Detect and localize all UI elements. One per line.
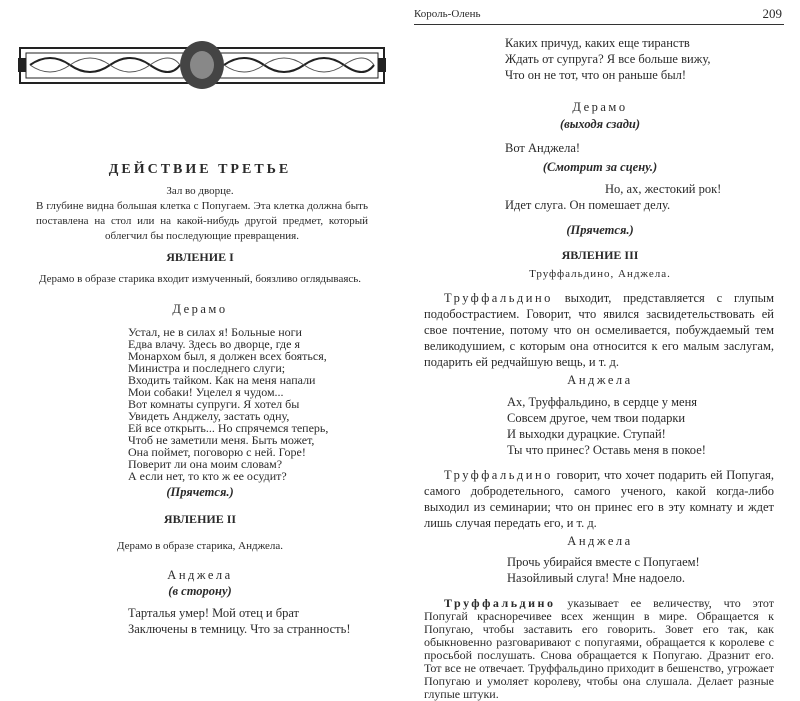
stage-direction: (выходя сзади) — [559, 117, 641, 131]
character-name: Труффальдино — [444, 291, 553, 305]
ornamental-headpiece-icon — [18, 38, 386, 93]
verse-line: И выходки дурацкие. Ступай! — [507, 427, 666, 441]
verse-line: Увидеть Анджелу, застать одну, — [128, 409, 290, 423]
speaker-angela: Анджела — [567, 373, 633, 387]
verse-line: Монархом был, я должен всех бояться, — [128, 349, 327, 363]
act-title: ДЕЙСТВИЕ ТРЕТЬЕ — [108, 162, 292, 177]
page-number: 209 — [762, 6, 782, 21]
speaker-angela: Анджела — [567, 534, 633, 548]
speaker-deramo: Дерамо — [572, 100, 628, 114]
verse-line: Что он не тот, что он раньше был! — [505, 68, 687, 82]
verse-block — [507, 394, 787, 458]
verse-line: Каких причуд, каких еще тиранств — [505, 36, 690, 50]
verse-line: Устал, не в силах я! Больные ноги — [128, 325, 302, 339]
stage-paragraph — [424, 290, 774, 370]
verse-line: Заключены в темницу. Что за странность! — [128, 622, 351, 636]
verse-line: Вот Анджела! — [505, 141, 581, 155]
verse-line: Поверит ли она моим словам? — [128, 457, 283, 471]
stage-direction: (Прячется.) — [566, 223, 634, 237]
scene-1-heading: ЯВЛЕНИЕ I — [166, 250, 234, 264]
character-name: Труффальдино — [444, 468, 553, 482]
setting-description: В глубине видна большая клетка с Попугаем. Эта клетка должна быть поставлена на стол или на какой-нибудь другой предмет, который облегчил бы последующие превращения. — [36, 200, 368, 242]
verse-line: Ах, Труффальдино, в сердце у меня — [507, 395, 698, 409]
paragraph-text: выходит, представляется с глупым подобострастием. Говорит, что явился засвидетельствовать ей свое почтение, потому что он осмеливается, побуждаемый тем великодушием, с которым она относится к его малым заслугам, подарить ей редчайшую вещь, и т. д. — [424, 291, 774, 369]
scene-3-direction: Труффальдино, Анджела. — [529, 268, 671, 280]
stage-paragraph — [424, 467, 774, 531]
verse-block — [505, 35, 785, 83]
left-page — [0, 0, 400, 638]
verse-line: Едва влачу. Здесь во дворце, где я — [128, 337, 300, 351]
scene-1-direction: Дерамо в образе старика входит измученный, боязливо оглядываясь. — [38, 273, 362, 285]
verse-line: Но, ах, жестокий рок! — [605, 182, 722, 196]
verse-line: Прочь убирайся вместе с Попугаем! — [507, 555, 700, 569]
right-page — [400, 0, 800, 701]
verse-line: Чтоб не заметили меня. Быть может, — [128, 433, 315, 447]
aside-direction: (в сторону) — [168, 584, 232, 598]
verse-line: Ты что принес? Оставь меня в покое! — [507, 443, 706, 457]
paragraph-text: указывает ее величеству, что этот Попугай красноречивее всех женщин в мире. Обращается к Попугаю, чтобы заставить его говорить. Зовет его так, как обыкновенно разговаривают с попугаями, обращается к королеве с просьбой послушать. Снова обращается к Попугаю. Дразнит его. Тот все не отвечает. Труффальдино приходит в бешенство, угрожает Попугаю и умоляет королеву, чтобы она слушала. Делает разные глупые штуки. — [424, 596, 774, 701]
verse-line: Она поймет, поговорю с ней. Горе! — [128, 445, 306, 459]
header-rule — [414, 24, 784, 25]
paragraph-text: говорит, что хочет подарить ей Попугая, самого добродетельного, самого ученого, какой когда-либо выходил из семинарии; что он принес его в эту комнату и ждет лишь случая передать его, и т. д. — [424, 468, 774, 530]
stage-direction: (Прячется.) — [166, 485, 234, 499]
verse-line: Назойливый слуга! Мне надоело. — [507, 571, 686, 585]
speaker-deramo: Дерамо — [172, 302, 228, 316]
speaker-angela: Анджела — [167, 568, 233, 582]
stage-paragraph — [424, 597, 774, 701]
running-head: Король-Олень — [414, 8, 481, 20]
verse-line: Ей все открыть... Но спрячемся теперь, — [128, 421, 329, 435]
verse-line: Мои собаки! Уцелел я чудом... — [128, 385, 284, 399]
verse-block — [507, 554, 787, 586]
scene-3-heading: ЯВЛЕНИЕ III — [561, 248, 639, 262]
scene-2-heading: ЯВЛЕНИЕ II — [163, 512, 237, 526]
verse-line: Идет слуга. Он помешает делу. — [505, 198, 671, 212]
verse-line: А если нет, то кто ж ее осудит? — [128, 469, 287, 483]
verse-line: Тарталья умер! Мой отец и брат — [128, 606, 300, 620]
stage-direction: (Смотрит за сцену.) — [542, 160, 658, 174]
verse-line: Вот комнаты супруги. Я хотел бы — [128, 397, 300, 411]
verse-block — [128, 605, 388, 637]
verse-line: Входить тайком. Как на меня напали — [128, 373, 316, 387]
verse-line: Ждать от супруга? Я все больше вижу, — [505, 52, 711, 66]
scene-2-direction: Дерамо в образе старика, Анджела. — [116, 540, 284, 552]
verse-block — [128, 326, 388, 482]
verse-line: Совсем другое, чем твои подарки — [507, 411, 686, 425]
setting: Зал во дворце. — [166, 185, 234, 197]
character-name: Труффальдино — [444, 596, 556, 610]
verse-line: Министра и последнего слуги; — [128, 361, 286, 375]
